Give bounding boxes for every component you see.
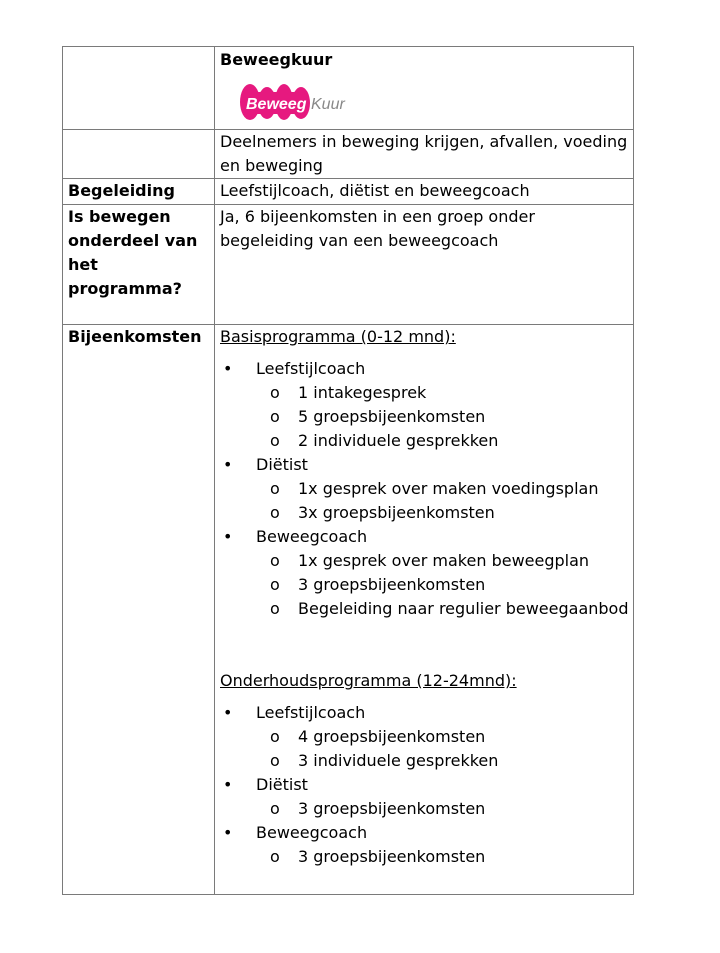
logo-text-left: Beweeg bbox=[246, 96, 307, 113]
circle-bullet-icon: o bbox=[270, 751, 280, 770]
sub-list bbox=[256, 477, 633, 525]
sub-item-text: 1x gesprek over maken beweegplan bbox=[298, 551, 590, 570]
guidance-value: Leefstijlcoach, diëtist en beweegcoach bbox=[215, 179, 634, 205]
sub-list bbox=[256, 797, 633, 821]
section-gap bbox=[220, 621, 633, 669]
bullet-icon: • bbox=[223, 823, 233, 842]
group-name: Diëtist bbox=[256, 455, 308, 474]
basis-list bbox=[220, 357, 633, 621]
description-value: Deelnemers in beweging krijgen, afvallen, voeding en beweging bbox=[215, 130, 634, 179]
sub-list-item bbox=[256, 381, 633, 405]
movement-label: Is bewegen onderdeel van het programma? bbox=[63, 205, 215, 325]
sub-item-text: 5 groepsbijeenkomsten bbox=[298, 407, 486, 426]
sub-list-item bbox=[256, 573, 633, 597]
group-name: Beweegcoach bbox=[256, 823, 368, 842]
sub-list-item bbox=[256, 725, 633, 749]
program-table bbox=[62, 46, 634, 895]
circle-bullet-icon: o bbox=[270, 575, 280, 594]
circle-bullet-icon: o bbox=[270, 551, 280, 570]
sub-list-item bbox=[256, 501, 633, 525]
guidance-row bbox=[63, 179, 634, 205]
sub-item-text: 3x groepsbijeenkomsten bbox=[298, 503, 495, 522]
beweegkuur-logo bbox=[239, 82, 349, 122]
meetings-row bbox=[63, 325, 634, 895]
sub-item-text: 4 groepsbijeenkomsten bbox=[298, 727, 486, 746]
meetings-content bbox=[215, 325, 634, 895]
sub-list bbox=[256, 381, 633, 453]
circle-bullet-icon: o bbox=[270, 431, 280, 450]
circle-bullet-icon: o bbox=[270, 479, 280, 498]
empty-label-cell bbox=[63, 47, 215, 130]
title-cell bbox=[215, 47, 634, 130]
meetings-label: Bijeenkomsten bbox=[63, 325, 215, 895]
bullet-icon: • bbox=[223, 359, 233, 378]
list-item bbox=[220, 357, 633, 453]
logo-text-right: Kuur bbox=[311, 96, 345, 113]
bullet-icon: • bbox=[223, 527, 233, 546]
title-row bbox=[63, 47, 634, 130]
sub-list-item bbox=[256, 797, 633, 821]
bullet-icon: • bbox=[223, 703, 233, 722]
sub-list-item bbox=[256, 429, 633, 453]
group-name: Diëtist bbox=[256, 775, 308, 794]
movement-row bbox=[63, 205, 634, 325]
basis-title: Basisprogramma (0-12 mnd): bbox=[220, 327, 456, 346]
sub-item-text: 3 groepsbijeenkomsten bbox=[298, 847, 486, 866]
list-item bbox=[220, 525, 633, 621]
circle-bullet-icon: o bbox=[270, 503, 280, 522]
sub-list-item bbox=[256, 549, 633, 573]
circle-bullet-icon: o bbox=[270, 847, 280, 866]
sub-list bbox=[256, 725, 633, 773]
group-name: Beweegcoach bbox=[256, 527, 368, 546]
guidance-label: Begeleiding bbox=[63, 179, 215, 205]
sub-list-item bbox=[256, 405, 633, 429]
circle-bullet-icon: o bbox=[270, 599, 280, 618]
onderhoud-list bbox=[220, 701, 633, 869]
program-title: Beweegkuur bbox=[220, 50, 333, 69]
circle-bullet-icon: o bbox=[270, 407, 280, 426]
circle-bullet-icon: o bbox=[270, 383, 280, 402]
onderhoud-title: Onderhoudsprogramma (12-24mnd): bbox=[220, 671, 517, 690]
sub-item-text: 1x gesprek over maken voedingsplan bbox=[298, 479, 599, 498]
movement-value: Ja, 6 bijeenkomsten in een groep onder begeleiding van een beweegcoach bbox=[215, 205, 634, 325]
sub-item-text: Begeleiding naar regulier beweegaanbod bbox=[298, 599, 629, 618]
circle-bullet-icon: o bbox=[270, 727, 280, 746]
bullet-icon: • bbox=[223, 775, 233, 794]
bullet-icon: • bbox=[223, 455, 233, 474]
sub-list-item bbox=[256, 477, 633, 501]
group-name: Leefstijlcoach bbox=[256, 703, 366, 722]
sub-list-item bbox=[256, 845, 633, 869]
sub-list-item bbox=[256, 597, 633, 621]
sub-item-text: 2 individuele gesprekken bbox=[298, 431, 499, 450]
description-label bbox=[63, 130, 215, 179]
sub-item-text: 1 intakegesprek bbox=[298, 383, 427, 402]
sub-item-text: 3 groepsbijeenkomsten bbox=[298, 575, 486, 594]
list-item bbox=[220, 821, 633, 869]
list-item bbox=[220, 453, 633, 525]
sub-item-text: 3 individuele gesprekken bbox=[298, 751, 499, 770]
sub-list bbox=[256, 549, 633, 621]
sub-list bbox=[256, 845, 633, 869]
list-item bbox=[220, 701, 633, 773]
sub-list-item bbox=[256, 749, 633, 773]
list-item bbox=[220, 773, 633, 821]
circle-bullet-icon: o bbox=[270, 799, 280, 818]
sub-item-text: 3 groepsbijeenkomsten bbox=[298, 799, 486, 818]
group-name: Leefstijlcoach bbox=[256, 359, 366, 378]
description-row bbox=[63, 130, 634, 179]
